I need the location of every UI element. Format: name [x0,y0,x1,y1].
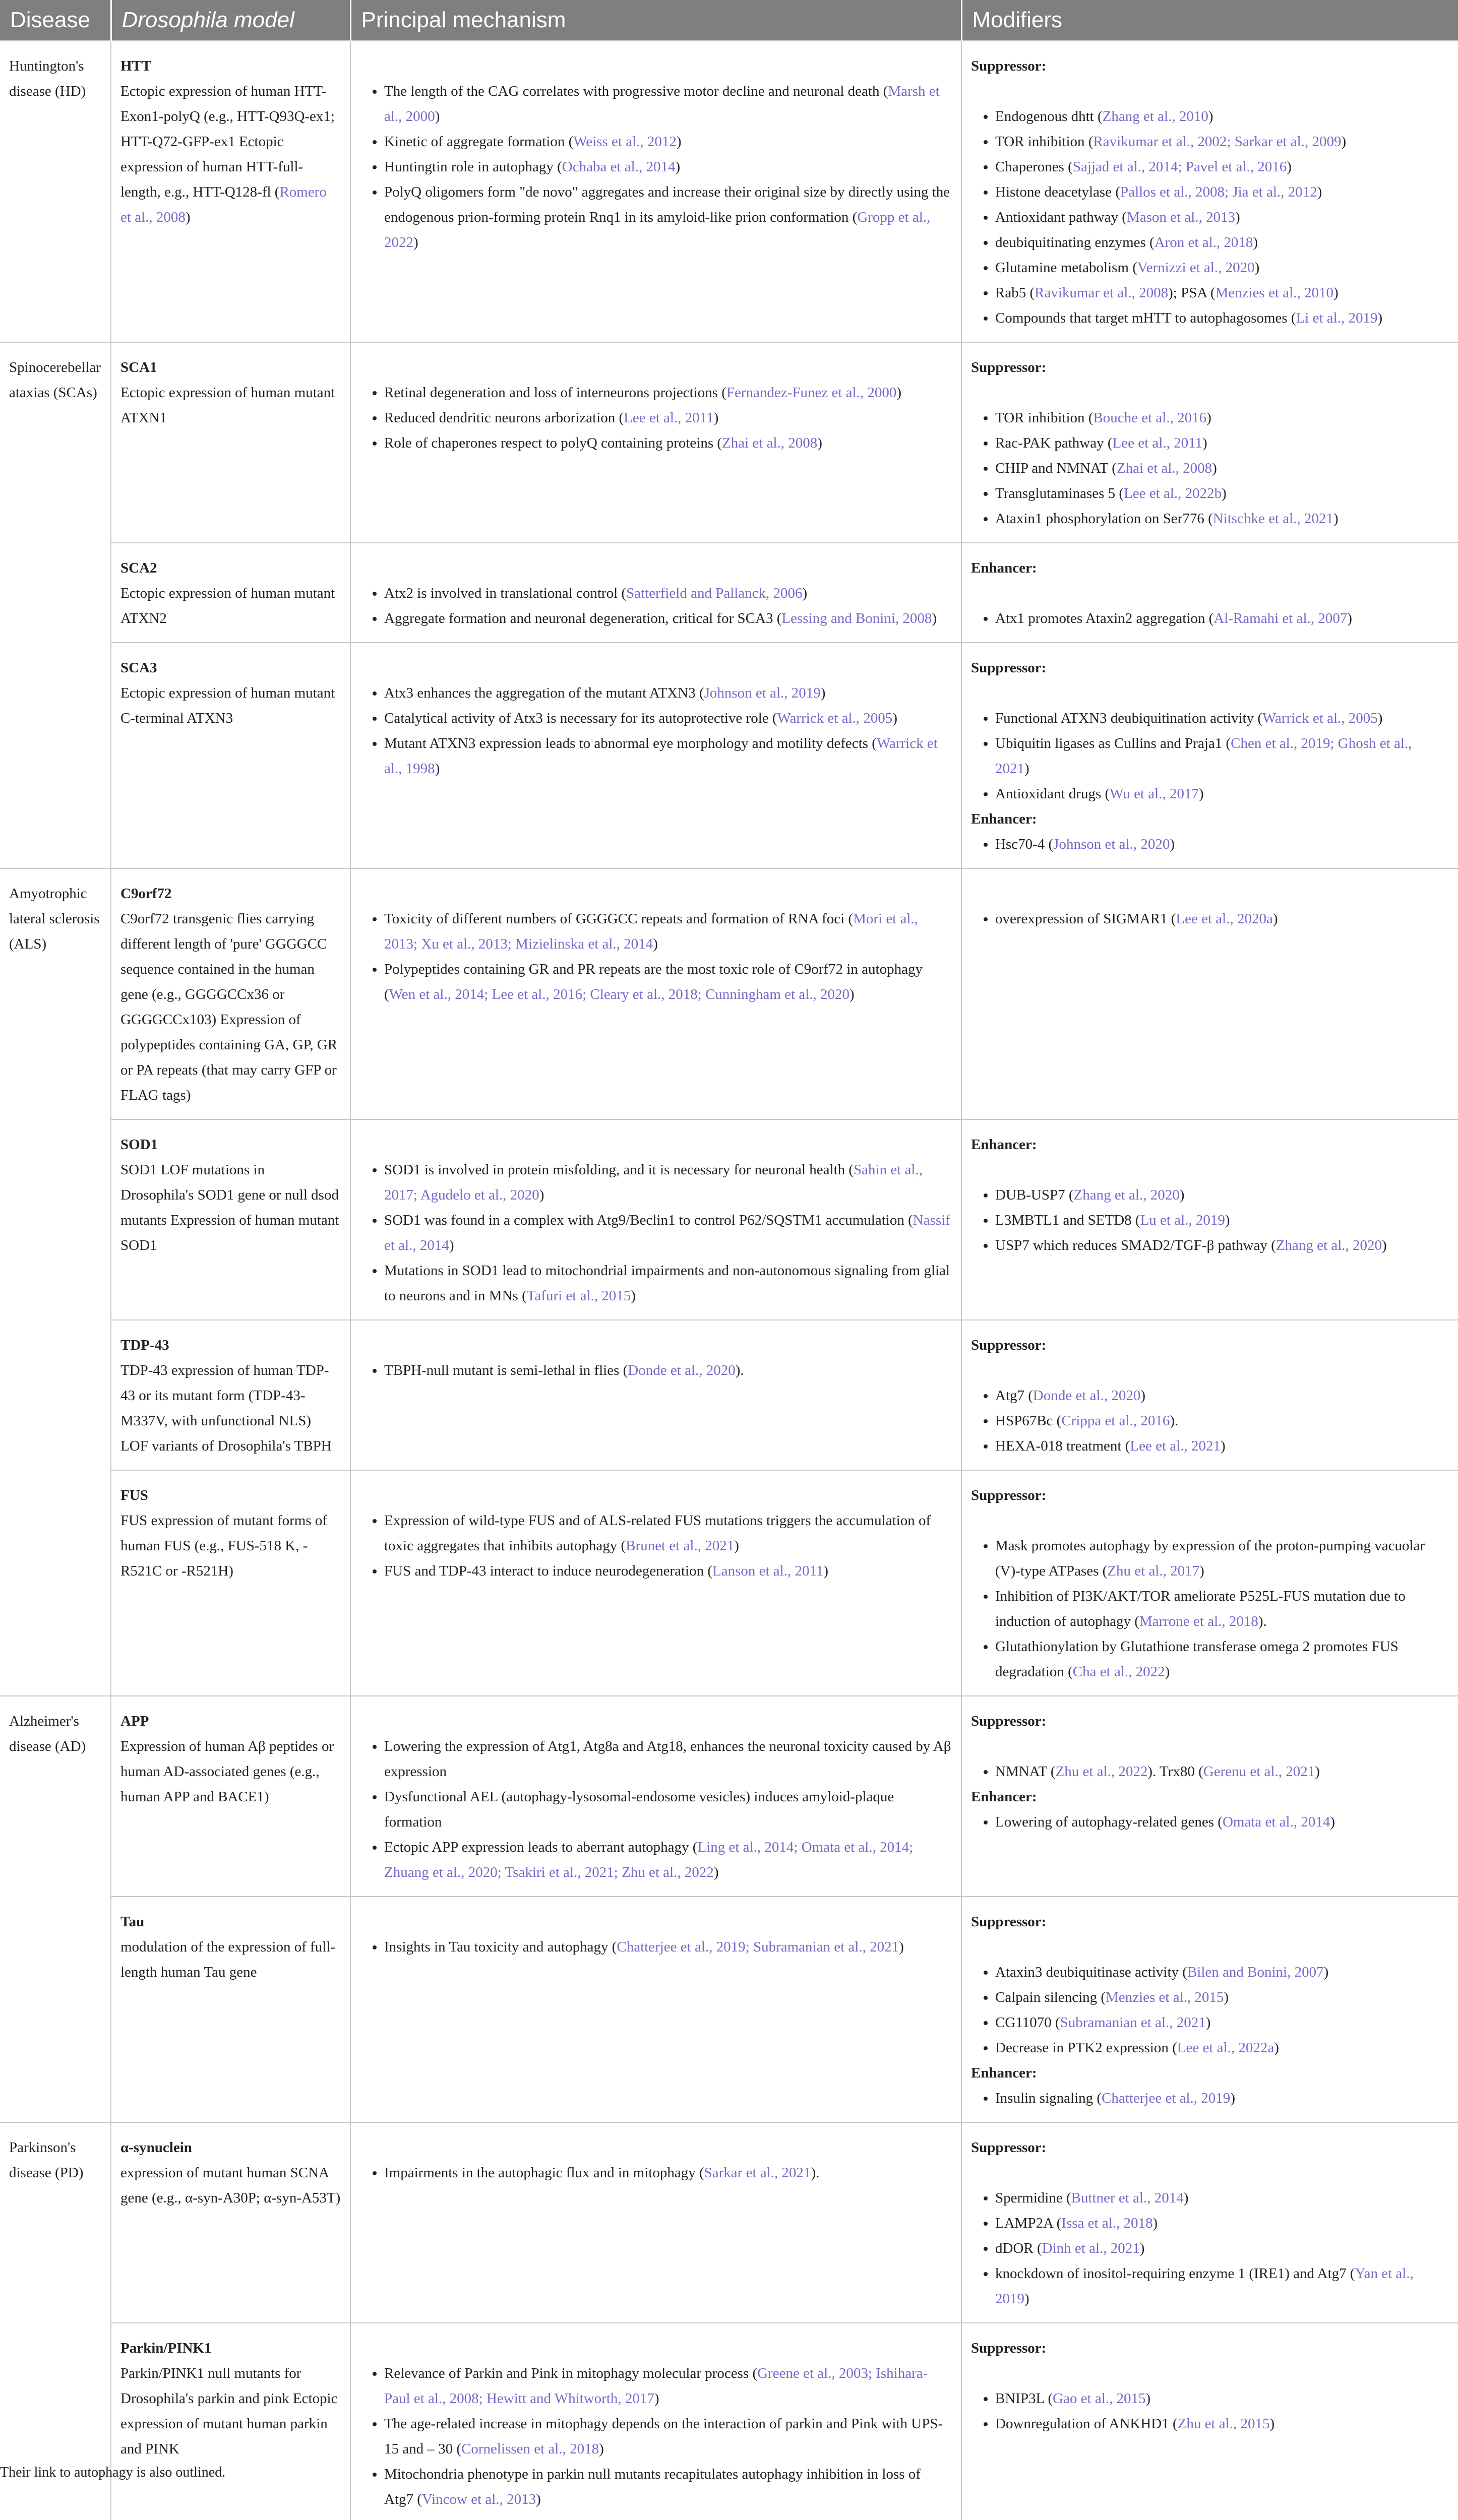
modifier-item: • Antioxidant pathway (Mason et al., 2013) [995,205,1449,230]
citation-link[interactable]: Subramanian et al., 2021 [1060,2014,1206,2031]
modifier-item: • Downregulation of ANKHD1 (Zhu et al., 2015) [995,2411,1449,2436]
citation-link[interactable]: Vernizzi et al., 2020 [1137,260,1255,276]
modifier-item: • Antioxidant drugs (Wu et al., 2017) [995,781,1449,806]
disease-cell: Amyotrophic lateral sclerosis (ALS) [0,868,111,1119]
table-row [0,543,1458,643]
citation-link[interactable]: Crippa et al., 2016 [1061,1413,1170,1429]
modifier-item: • HEXA-018 treatment (Lee et al., 2021) [995,1433,1449,1459]
modifier-item: • Endogenous dhtt (Zhang et al., 2010) [995,104,1449,129]
model-title: C9orf72 [120,886,172,902]
citation-link[interactable]: Johnson et al., 2020 [1053,836,1170,852]
model-cell [111,41,350,342]
citation-link[interactable]: Issa et al., 2018 [1061,2215,1153,2231]
mechanism-item: • Ectopic APP expression leads to aberrant autophagy (Ling et al., 2014; Omata et al., 2014; Zhuang et al., 2020; Tsakiri et al., 2021; Zhu et al., 2022) [384,1835,952,1885]
modifier-item: • LAMP2A (Issa et al., 2018) [995,2211,1449,2236]
mechanism-list [360,1157,952,1308]
citation-link[interactable]: Omata et al., 2014 [1222,1814,1330,1830]
citation-link[interactable]: Mori et al., 2013; Xu et al., 2013; Mizielinska et al., 2014 [384,911,918,952]
model-title: TDP-43 [120,1337,169,1353]
citation-link[interactable]: Ling et al., 2014; Omata et al., 2014; Zhuang et al., 2020; Tsakiri et al., 2021; Zhu et al., 2022 [384,1839,914,1880]
mechanism-list [360,380,952,456]
disease-cell [0,2323,111,2520]
modifier-type-label: Suppressor: [971,660,1047,676]
mechanism-item: • Kinetic of aggregate formation (Weiss et al., 2012) [384,129,952,154]
mechanism-item: • Retinal degeneration and loss of interneurons projections (Fernandez-Funez et al., 2000) [384,380,952,405]
modifier-type-label: Suppressor: [971,1487,1047,1503]
modifier-type-label: Enhancer: [971,1789,1037,1805]
citation-link[interactable]: Brunet et al., 2021 [626,1538,735,1554]
table-row [0,41,1458,342]
modifier-item: • Spermidine (Buttner et al., 2014) [995,2185,1449,2211]
modifier-list [971,1960,1449,2060]
modifier-type-label: Suppressor: [971,359,1047,375]
mechanism-item: • Insights in Tau toxicity and autophagy (Chatterjee et al., 2019; Subramanian et al., 2021) [384,1934,952,1960]
modifier-list [971,1533,1449,1684]
model-title: SOD1 [120,1137,158,1153]
table-row [0,1470,1458,1696]
modifier-list [971,1809,1449,1835]
header-modifiers: Modifiers [961,0,1458,41]
citation-link[interactable]: Lee et al., 2011 [624,410,714,426]
modifier-item: • knockdown of inositol-requiring enzyme 1 (IRE1) and Atg7 (Yan et al., 2019) [995,2261,1449,2311]
model-description: SOD1 LOF mutations in Drosophila's SOD1 gene or null dsod mutants Expression of human mutant SOD1 [120,1162,339,1253]
modifier-item: • overexpression of SIGMAR1 (Lee et al., 2020a) [995,906,1449,931]
modifier-type-label: Suppressor: [971,2139,1047,2156]
modifiers-cell [961,2122,1458,2323]
modifier-item: • TOR inhibition (Ravikumar et al., 2002; Sarkar et al., 2009) [995,129,1449,154]
modifier-item: • Ataxin1 phosphorylation on Ser776 (Nitschke et al., 2021) [995,506,1449,531]
modifiers-cell [961,543,1458,643]
citation-link[interactable]: Buttner et al., 2014 [1071,2190,1184,2206]
citation-link[interactable]: Al-Ramahi et al., 2007 [1213,610,1348,626]
citation-link[interactable]: Yan et al., 2019 [995,2265,1414,2307]
mechanism-item: • PolyQ oligomers form "de novo" aggregates and increase their original size by directly using the endogenous prion-forming protein Rnq1 in its amyloid-like prion conformation (Gropp et al., 2022) [384,179,952,255]
modifier-type-label: Enhancer: [971,560,1037,576]
table-row [0,2122,1458,2323]
citation-link[interactable]: Nassif et al., 2014 [384,1212,950,1253]
modifier-item: • DUB-USP7 (Zhang et al., 2020) [995,1182,1449,1208]
mechanism-list [360,1508,952,1584]
modifier-item: • Atx1 promotes Ataxin2 aggregation (Al-Ramahi et al., 2007) [995,606,1449,631]
modifier-type-label: Suppressor: [971,2340,1047,2356]
citation-link[interactable]: Nitschke et al., 2021 [1212,511,1333,527]
mechanism-item: • Expression of wild-type FUS and of ALS-related FUS mutations triggers the accumulation of toxic aggregates that inhibits autophagy (Brunet et al., 2021) [384,1508,952,1558]
citation-link[interactable]: Lee et al., 2021 [1130,1438,1221,1454]
citation-link[interactable]: Dinh et al., 2021 [1042,2240,1140,2256]
mechanism-cell [350,1119,961,1320]
modifier-item: • Ubiquitin ligases as Cullins and Praja1 (Chen et al., 2019; Ghosh et al., 2021) [995,731,1449,781]
citation-link[interactable]: Gropp et al., 2022 [384,209,931,250]
disease-cell [0,1119,111,1320]
model-description: Ectopic expression of human HTT-Exon1-polyQ (e.g., HTT-Q93Q-ex1; HTT-Q72-GFP-ex1 Ectopic expression of human HTT-full-length, e.g., HTT-Q128-fl (Romero et al., 2008) [120,83,335,225]
citation-link[interactable]: Chatterjee et al., 2019 [1102,2090,1231,2106]
modifier-item: • CHIP and NMNAT (Zhai et al., 2008) [995,456,1449,481]
disease-cell [0,543,111,643]
mechanism-cell [350,2122,961,2323]
mechanism-item: • Role of chaperones respect to polyQ containing proteins (Zhai et al., 2008) [384,430,952,456]
citation-link[interactable]: Lee et al., 2022a [1177,2040,1274,2056]
mechanism-item: • Aggregate formation and neuronal degeneration, critical for SCA3 (Lessing and Bonini, 2008) [384,606,952,631]
citation-link[interactable]: Zhu et al., 2015 [1177,2416,1270,2432]
citation-link[interactable]: Romero et al., 2008 [120,184,327,225]
mechanism-item: • Mutations in SOD1 lead to mitochondrial impairments and non-autonomous signaling from glial to neurons and in MNs (Tafuri et al., 2015) [384,1258,952,1308]
model-title: Parkin/PINK1 [120,2340,212,2356]
disease-cell: Huntington's disease (HD) [0,41,111,342]
citation-link[interactable]: Lee et al., 2020a [1176,911,1273,927]
citation-link[interactable]: Sahin et al., 2017; Agudelo et al., 2020 [384,1162,923,1203]
citation-link[interactable]: Lee et al., 2022b [1124,485,1222,501]
mechanism-item: • Atx3 enhances the aggregation of the mutant ATXN3 (Johnson et al., 2019) [384,680,952,706]
modifiers-cell [961,1696,1458,1897]
modifier-item: • Decrease in PTK2 expression (Lee et al., 2022a) [995,2035,1449,2060]
modifier-item: • Inhibition of PI3K/AKT/TOR ameliorate P525L-FUS mutation due to induction of autophagy (Marrone et al., 2018). [995,1584,1449,1634]
citation-link[interactable]: Zhu et al., 2017 [1107,1563,1200,1579]
citation-link[interactable]: Wen et al., 2014; Lee et al., 2016; Cleary et al., 2018; Cunningham et al., 2020 [389,986,850,1002]
citation-link[interactable]: Lessing and Bonini, 2008 [781,610,932,626]
citation-link[interactable]: Lanson et al., 2011 [712,1563,824,1579]
citation-link[interactable]: Greene et al., 2003; Ishihara-Paul et al., 2008; Hewitt and Whitworth, 2017 [384,2365,928,2407]
modifier-list [971,2185,1449,2311]
citation-link[interactable]: Tafuri et al., 2015 [526,1288,631,1304]
modifier-list [971,2386,1449,2436]
mechanism-item: • The length of the CAG correlates with progressive motor decline and neuronal death (Marsh et al., 2000) [384,79,952,129]
model-description: Parkin/PINK1 null mutants for Drosophila's parkin and pink Ectopic expression of mutant human parkin and PINK [120,2365,338,2457]
mechanism-cell [350,543,961,643]
citation-link[interactable]: Lee et al., 2011 [1112,435,1202,451]
modifiers-cell [961,1897,1458,2122]
citation-link[interactable]: Zhang et al., 2020 [1275,1237,1382,1253]
modifier-item: • Compounds that target mHTT to autophagosomes (Li et al., 2019) [995,305,1449,331]
modifiers-cell [961,2323,1458,2520]
mechanism-item: • Relevance of Parkin and Pink in mitophagy molecular process (Greene et al., 2003; Ishihara-Paul et al., 2008; Hewitt and Whitworth, 2017) [384,2361,952,2411]
table-row [0,643,1458,868]
model-title: APP [120,1713,149,1729]
citation-link[interactable]: Ochaba et al., 2014 [562,159,676,175]
citation-link[interactable]: Pallos et al., 2008; Jia et al., 2012 [1120,184,1317,200]
citation-link[interactable]: Gerenu et al., 2021 [1203,1763,1315,1780]
model-cell [111,543,350,643]
modifier-list [971,906,1449,931]
modifier-item: • deubiquitinating enzymes (Aron et al., 2018) [995,230,1449,255]
mechanism-item: • The age-related increase in mitophagy depends on the interaction of parkin and Pink with UPS-15 and – 30 (Cornelissen et al., 2018) [384,2411,952,2462]
citation-link[interactable]: Zhang et al., 2020 [1073,1187,1180,1203]
modifier-item: • BNIP3L (Gao et al., 2015) [995,2386,1449,2411]
model-cell [111,1696,350,1897]
citation-link[interactable]: Chen et al., 2019; Ghosh et al., 2021 [995,735,1412,777]
citation-link[interactable]: Warrick et al., 1998 [384,735,938,777]
modifier-item: • Glutamine metabolism (Vernizzi et al., 2020) [995,255,1449,280]
header-disease: Disease [0,0,111,41]
citation-link[interactable]: Satterfield and Pallanck, 2006 [626,585,803,601]
modifier-item: • Functional ATXN3 deubiquitination activity (Warrick et al., 2005) [995,706,1449,731]
modifiers-cell [961,41,1458,342]
modifier-item: • L3MBTL1 and SETD8 (Lu et al., 2019) [995,1208,1449,1233]
model-cell [111,643,350,868]
mechanism-item: • TBPH-null mutant is semi-lethal in flies (Donde et al., 2020). [384,1358,952,1383]
mechanism-cell [350,1320,961,1470]
mechanism-list [360,2361,952,2512]
mechanism-item: • Mitochondria phenotype in parkin null mutants recapitulates autophagy inhibition in loss of Atg7 (Vincow et al., 2013) [384,2462,952,2512]
modifier-list [971,104,1449,331]
citation-link[interactable]: Cha et al., 2022 [1072,1664,1165,1680]
citation-link[interactable]: Warrick et al., 2005 [1262,710,1378,726]
mechanism-item: • Lowering the expression of Atg1, Atg8a and Atg18, enhances the neuronal toxicity caused by Aβ expression [384,1734,952,1784]
mechanism-list [360,680,952,781]
citation-link[interactable]: Wu et al., 2017 [1110,786,1199,802]
mechanism-item: • Polypeptides containing GR and PR repeats are the most toxic role of C9orf72 in autophagy (Wen et al., 2014; Lee et al., 2016; Cleary et al., 2018; Cunningham et al., 2020) [384,957,952,1007]
mechanism-cell [350,342,961,543]
mechanism-list [360,2160,952,2185]
modifier-list [971,1182,1449,1258]
modifier-item: • USP7 which reduces SMAD2/TGF-β pathway (Zhang et al., 2020) [995,1233,1449,1258]
model-description: Expression of human Aβ peptides or human AD-associated genes (e.g., human APP and BACE1) [120,1738,334,1805]
mechanism-item: • SOD1 is involved in protein misfolding, and it is necessary for neuronal health (Sahin et al., 2017; Agudelo et al., 2020) [384,1157,952,1208]
citation-link[interactable]: Zhang et al., 2010 [1102,108,1208,124]
model-cell [111,1897,350,2122]
modifier-item: • Calpain silencing (Menzies et al., 2015) [995,1985,1449,2010]
modifier-type-label: Suppressor: [971,1914,1047,1930]
citation-link[interactable]: Ravikumar et al., 2002; Sarkar et al., 2009 [1093,134,1342,150]
model-description: Ectopic expression of human mutant ATXN2 [120,585,335,626]
citation-link[interactable]: Marrone et al., 2018 [1139,1613,1258,1629]
modifier-list [971,405,1449,531]
citation-link[interactable]: Menzies et al., 2015 [1106,1989,1224,2005]
modifier-type-label: Suppressor: [971,58,1047,74]
mechanism-list [360,1734,952,1885]
mechanism-cell [350,1470,961,1696]
modifiers-cell [961,1470,1458,1696]
modifier-item: • Rab5 (Ravikumar et al., 2008); PSA (Menzies et al., 2010) [995,280,1449,305]
mechanism-item: • FUS and TDP-43 interact to induce neurodegeneration (Lanson et al., 2011) [384,1558,952,1584]
modifier-item: • Mask promotes autophagy by expression of the proton-pumping vacuolar (V)-type ATPases (Zhu et al., 2017) [995,1533,1449,1584]
citation-link[interactable]: Johnson et al., 2019 [704,685,821,701]
disease-cell: Spinocerebellar ataxias (SCAs) [0,342,111,543]
modifier-list [971,2086,1449,2111]
model-description: TDP-43 expression of human TDP-43 or its mutant form (TDP-43-M337V, with unfunctional NLS) LOF variants of Drosophila's TBPH [120,1362,332,1454]
mechanism-cell [350,1897,961,2122]
citation-link[interactable]: Mason et al., 2013 [1126,209,1236,225]
model-cell [111,2122,350,2323]
modifier-list [971,606,1449,631]
mechanism-cell [350,1696,961,1897]
modifier-type-label: Enhancer: [971,811,1037,827]
mechanism-list [360,906,952,1007]
citation-link[interactable]: Gao et al., 2015 [1053,2390,1146,2407]
citation-link[interactable]: Lu et al., 2019 [1140,1212,1225,1228]
table-footnote: Their link to autophagy is also outlined. [0,2465,226,2480]
disease-cell [0,1320,111,1470]
model-description: Ectopic expression of human mutant C-terminal ATXN3 [120,685,335,726]
header-mechanism: Principal mechanism [350,0,961,41]
citation-link[interactable]: Marsh et al., 2000 [384,83,940,124]
model-cell [111,868,350,1119]
citation-link[interactable]: Zhu et al., 2022 [1055,1763,1148,1780]
model-cell [111,1320,350,1470]
model-cell [111,1470,350,1696]
modifier-item: • Glutathionylation by Glutathione transferase omega 2 promotes FUS degradation (Cha et al., 2022) [995,1634,1449,1684]
modifier-type-label: Suppressor: [971,1713,1047,1729]
citation-link[interactable]: Menzies et al., 2010 [1215,285,1333,301]
model-description: modulation of the expression of full-length human Tau gene [120,1939,336,1980]
citation-link[interactable]: Aron et al., 2018 [1154,234,1253,250]
modifier-item: • Insulin signaling (Chatterjee et al., 2019) [995,2086,1449,2111]
model-title: FUS [120,1487,148,1503]
mechanism-cell [350,643,961,868]
modifier-item: • Lowering of autophagy-related genes (Omata et al., 2014) [995,1809,1449,1835]
modifier-type-label: Enhancer: [971,2065,1037,2081]
modifier-item: • Ataxin3 deubiquitinase activity (Bilen and Bonini, 2007) [995,1960,1449,1985]
mechanism-item: • Atx2 is involved in translational control (Satterfield and Pallanck, 2006) [384,581,952,606]
modifier-item: • HSP67Bc (Crippa et al., 2016). [995,1408,1449,1433]
disease-cell [0,1470,111,1696]
mechanism-cell [350,41,961,342]
mechanism-item: • Dysfunctional AEL (autophagy-lysosomal-endosome vesicles) induces amyloid-plaque formation [384,1784,952,1835]
disease-cell: Alzheimer's disease (AD) [0,1696,111,1897]
model-description: FUS expression of mutant forms of human FUS (e.g., FUS-518 K, -R521C or -R521H) [120,1513,327,1579]
citation-link[interactable]: Li et al., 2019 [1296,310,1378,326]
modifier-item: • Rac-PAK pathway (Lee et al., 2011) [995,430,1449,456]
table-body [0,41,1458,2520]
table-row [0,868,1458,1119]
mechanism-cell [350,868,961,1119]
table-row [0,1320,1458,1470]
modifier-list [971,832,1449,857]
mechanism-item: • Catalytical activity of Atx3 is necessary for its autoprotective role (Warrick et al., 2005) [384,706,952,731]
disease-cell: Parkinson's disease (PD) [0,2122,111,2323]
model-cell [111,2323,350,2520]
mechanism-item: • Mutant ATXN3 expression leads to abnormal eye morphology and motility defects (Warrick et al., 1998) [384,731,952,781]
citation-link[interactable]: Ravikumar et al., 2008 [1035,285,1169,301]
mechanism-item: • SOD1 was found in a complex with Atg9/Beclin1 to control P62/SQSTM1 accumulation (Nassif et al., 2014) [384,1208,952,1258]
modifier-item: • Transglutaminases 5 (Lee et al., 2022b) [995,481,1449,506]
citation-link[interactable]: Warrick et al., 2005 [777,710,893,726]
header-row [0,0,1458,41]
model-title: SCA1 [120,359,157,375]
citation-link[interactable]: Zhai et al., 2008 [722,435,818,451]
citation-link[interactable]: Fernandez-Funez et al., 2000 [726,385,897,401]
model-title: SCA2 [120,560,157,576]
citation-link[interactable]: Sarkar et al., 2021 [704,2165,811,2181]
citation-link[interactable]: Donde et al., 2020 [1032,1388,1141,1404]
disease-cell [0,643,111,868]
model-title: Tau [120,1914,145,1930]
modifier-item: • dDOR (Dinh et al., 2021) [995,2236,1449,2261]
model-description: C9orf72 transgenic flies carrying different length of 'pure' GGGGCC sequence contained in the human gene (e.g., GGGGCCx36 or GGGGCCx103) Expression of polypeptides containing GA, GP, GR or PA repeats (that may carry GFP or FLAG tags) [120,911,338,1103]
modifiers-cell [961,1119,1458,1320]
table-row [0,2323,1458,2520]
citation-link[interactable]: Weiss et al., 2012 [573,134,677,150]
model-cell [111,342,350,543]
modifier-item: • Histone deacetylase (Pallos et al., 2008; Jia et al., 2012) [995,179,1449,205]
modifiers-cell [961,1320,1458,1470]
model-cell [111,1119,350,1320]
citation-link[interactable]: Vincow et al., 2013 [421,2491,536,2507]
mechanism-list [360,79,952,255]
modifiers-cell [961,643,1458,868]
modifier-list [971,1759,1449,1784]
header-model: Drosophila model [111,0,350,41]
modifier-item: • Hsc70-4 (Johnson et al., 2020) [995,832,1449,857]
mechanism-item: • Reduced dendritic neurons arborization (Lee et al., 2011) [384,405,952,430]
model-description: expression of mutant human SCNA gene (e.g., α-syn-A30P; α-syn-A53T) [120,2165,341,2206]
citation-link[interactable]: Sajjad et al., 2014; Pavel et al., 2016 [1072,159,1287,175]
citation-link[interactable]: Cornelissen et al., 2018 [461,2441,599,2457]
citation-link[interactable]: Zhai et al., 2008 [1116,460,1212,476]
modifier-list [971,706,1449,806]
modifier-type-label: Enhancer: [971,1137,1037,1153]
mechanism-item: • Impairments in the autophagic flux and in mitophagy (Sarkar et al., 2021). [384,2160,952,2185]
citation-link[interactable]: Bouche et al., 2016 [1093,410,1207,426]
disease-cell [0,1897,111,2122]
modifiers-cell [961,342,1458,543]
model-title: HTT [120,58,152,74]
modifier-item: • Atg7 (Donde et al., 2020) [995,1383,1449,1408]
table-row [0,1897,1458,2122]
mechanism-list [360,1934,952,1960]
citation-link[interactable]: Bilen and Bonini, 2007 [1187,1964,1324,1980]
mechanism-list [360,581,952,631]
model-description: Ectopic expression of human mutant ATXN1 [120,385,335,426]
modifier-item: • CG11070 (Subramanian et al., 2021) [995,2010,1449,2035]
modifiers-cell [961,868,1458,1119]
modifier-item: • Chaperones (Sajjad et al., 2014; Pavel et al., 2016) [995,154,1449,179]
modifier-list [971,1383,1449,1459]
mechanism-cell [350,2323,961,2520]
citation-link[interactable]: Donde et al., 2020 [628,1362,736,1378]
table-row [0,1696,1458,1897]
table-row [0,342,1458,543]
citation-link[interactable]: Chatterjee et al., 2019; Subramanian et al., 2021 [617,1939,899,1955]
mechanism-item: • Toxicity of different numbers of GGGGCC repeats and formation of RNA foci (Mori et al., 2013; Xu et al., 2013; Mizielinska et al., 2014) [384,906,952,957]
mechanism-list [360,1358,952,1383]
modifier-item: • NMNAT (Zhu et al., 2022). Trx80 (Gerenu et al., 2021) [995,1759,1449,1784]
modifier-item: • TOR inhibition (Bouche et al., 2016) [995,405,1449,430]
model-title: α-synuclein [120,2139,192,2156]
mechanism-item: • Huntingtin role in autophagy (Ochaba et al., 2014) [384,154,952,179]
model-title: SCA3 [120,660,157,676]
modifier-type-label: Suppressor: [971,1337,1047,1353]
table-row [0,1119,1458,1320]
